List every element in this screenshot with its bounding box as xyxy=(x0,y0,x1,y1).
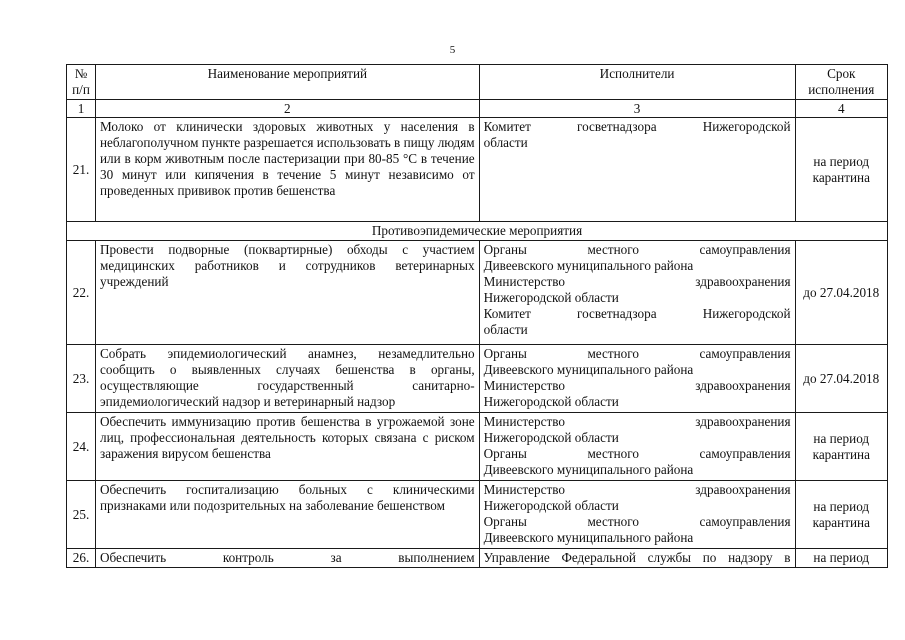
row-term: на период карантина xyxy=(795,413,887,481)
executor-line: Дивеевского муниципального района xyxy=(483,530,694,545)
row-executors xyxy=(479,481,795,549)
row-term: на период xyxy=(795,549,887,568)
row-name: Провести подворные (поквартирные) обходы с участием медицинских работников и сотрудников ветеринарных учреждений xyxy=(96,241,480,345)
row-number: 26. xyxy=(67,549,96,568)
executor-line: Министерство здравоохранения xyxy=(483,482,791,497)
section-title: Противоэпидемические мероприятия xyxy=(67,222,888,241)
row-executors xyxy=(479,241,795,345)
header-term: Срок исполнения xyxy=(795,65,887,100)
row-term: до 27.04.2018 xyxy=(795,345,887,413)
executor-line: Министерство здравоохранения xyxy=(483,378,791,393)
executor-line: Органы местного самоуправления xyxy=(483,346,791,361)
executor-line: Органы местного самоуправления xyxy=(483,514,791,529)
row-name: Обеспечить контроль за выполнением xyxy=(96,549,480,568)
executor-line: Дивеевского муниципального района xyxy=(483,362,694,377)
table-row xyxy=(67,413,888,481)
executor-line: Нижегородской области xyxy=(483,394,619,409)
table-row xyxy=(67,549,888,568)
row-number: 21. xyxy=(67,118,96,222)
executor-line: Комитет госветнадзора Нижегородской xyxy=(483,306,791,321)
executor-line: Комитет госветнадзора Нижегородской xyxy=(483,119,791,134)
column-index: 1 xyxy=(67,100,96,118)
table-row xyxy=(67,345,888,413)
executor-line: Министерство здравоохранения xyxy=(483,414,791,429)
executor-line: области xyxy=(483,135,528,150)
table-row xyxy=(67,118,888,222)
row-name: Обеспечить иммунизацию против бешенства в угрожаемой зоне лиц, профессиональная деятельность которых связана с риском заражения вирусом бешенства xyxy=(96,413,480,481)
executor-line: Органы местного самоуправления xyxy=(483,242,791,257)
executor-line: Нижегородской области xyxy=(483,290,619,305)
row-name: Собрать эпидемиологический анамнез, незамедлительно сообщить о выявленных случаях бешенства в органы, осуществляющие государственный санитарно-эпидемиологический надзор и ветеринарный надзор xyxy=(96,345,480,413)
column-index: 2 xyxy=(96,100,480,118)
row-executors xyxy=(479,118,795,222)
row-name: Молоко от клинически здоровых животных у населения в неблагополучном пункте разрешается использовать в пищу людям или в корм животным после пастеризации при 80-85 °С в течение 30 минут или кипячения в течение 5 минут независимо от проведенных прививок против бешенства xyxy=(96,118,480,222)
row-executors xyxy=(479,345,795,413)
row-executors xyxy=(479,413,795,481)
executor-line: области xyxy=(483,322,528,337)
header-num: № п/п xyxy=(67,65,96,100)
executor-line: Нижегородской области xyxy=(483,498,619,513)
row-term: на период карантина xyxy=(795,481,887,549)
row-number: 23. xyxy=(67,345,96,413)
column-index: 4 xyxy=(795,100,887,118)
row-number: 25. xyxy=(67,481,96,549)
header-executors: Исполнители xyxy=(479,65,795,100)
page-number: 5 xyxy=(449,44,456,56)
executor-line: Министерство здравоохранения xyxy=(483,274,791,289)
row-term: на период карантина xyxy=(795,118,887,222)
row-number: 24. xyxy=(67,413,96,481)
table-header-row xyxy=(67,65,888,100)
row-executors xyxy=(479,549,795,568)
section-row xyxy=(67,222,888,241)
row-number: 22. xyxy=(67,241,96,345)
table-row xyxy=(67,241,888,345)
executor-line: Органы местного самоуправления xyxy=(483,446,791,461)
column-index: 3 xyxy=(479,100,795,118)
row-term: до 27.04.2018 xyxy=(795,241,887,345)
executor-line: Дивеевского муниципального района xyxy=(483,258,694,273)
row-name: Обеспечить госпитализацию больных с клиническими признаками или подозрительных на заболевание бешенством xyxy=(96,481,480,549)
measures-table xyxy=(66,64,888,568)
column-index-row xyxy=(67,100,888,118)
header-name: Наименование мероприятий xyxy=(96,65,480,100)
executor-line: Нижегородской области xyxy=(483,430,619,445)
table-row xyxy=(67,481,888,549)
executor-line: Управление Федеральной службы по надзору в xyxy=(483,550,791,565)
executor-line: Дивеевского муниципального района xyxy=(483,462,694,477)
